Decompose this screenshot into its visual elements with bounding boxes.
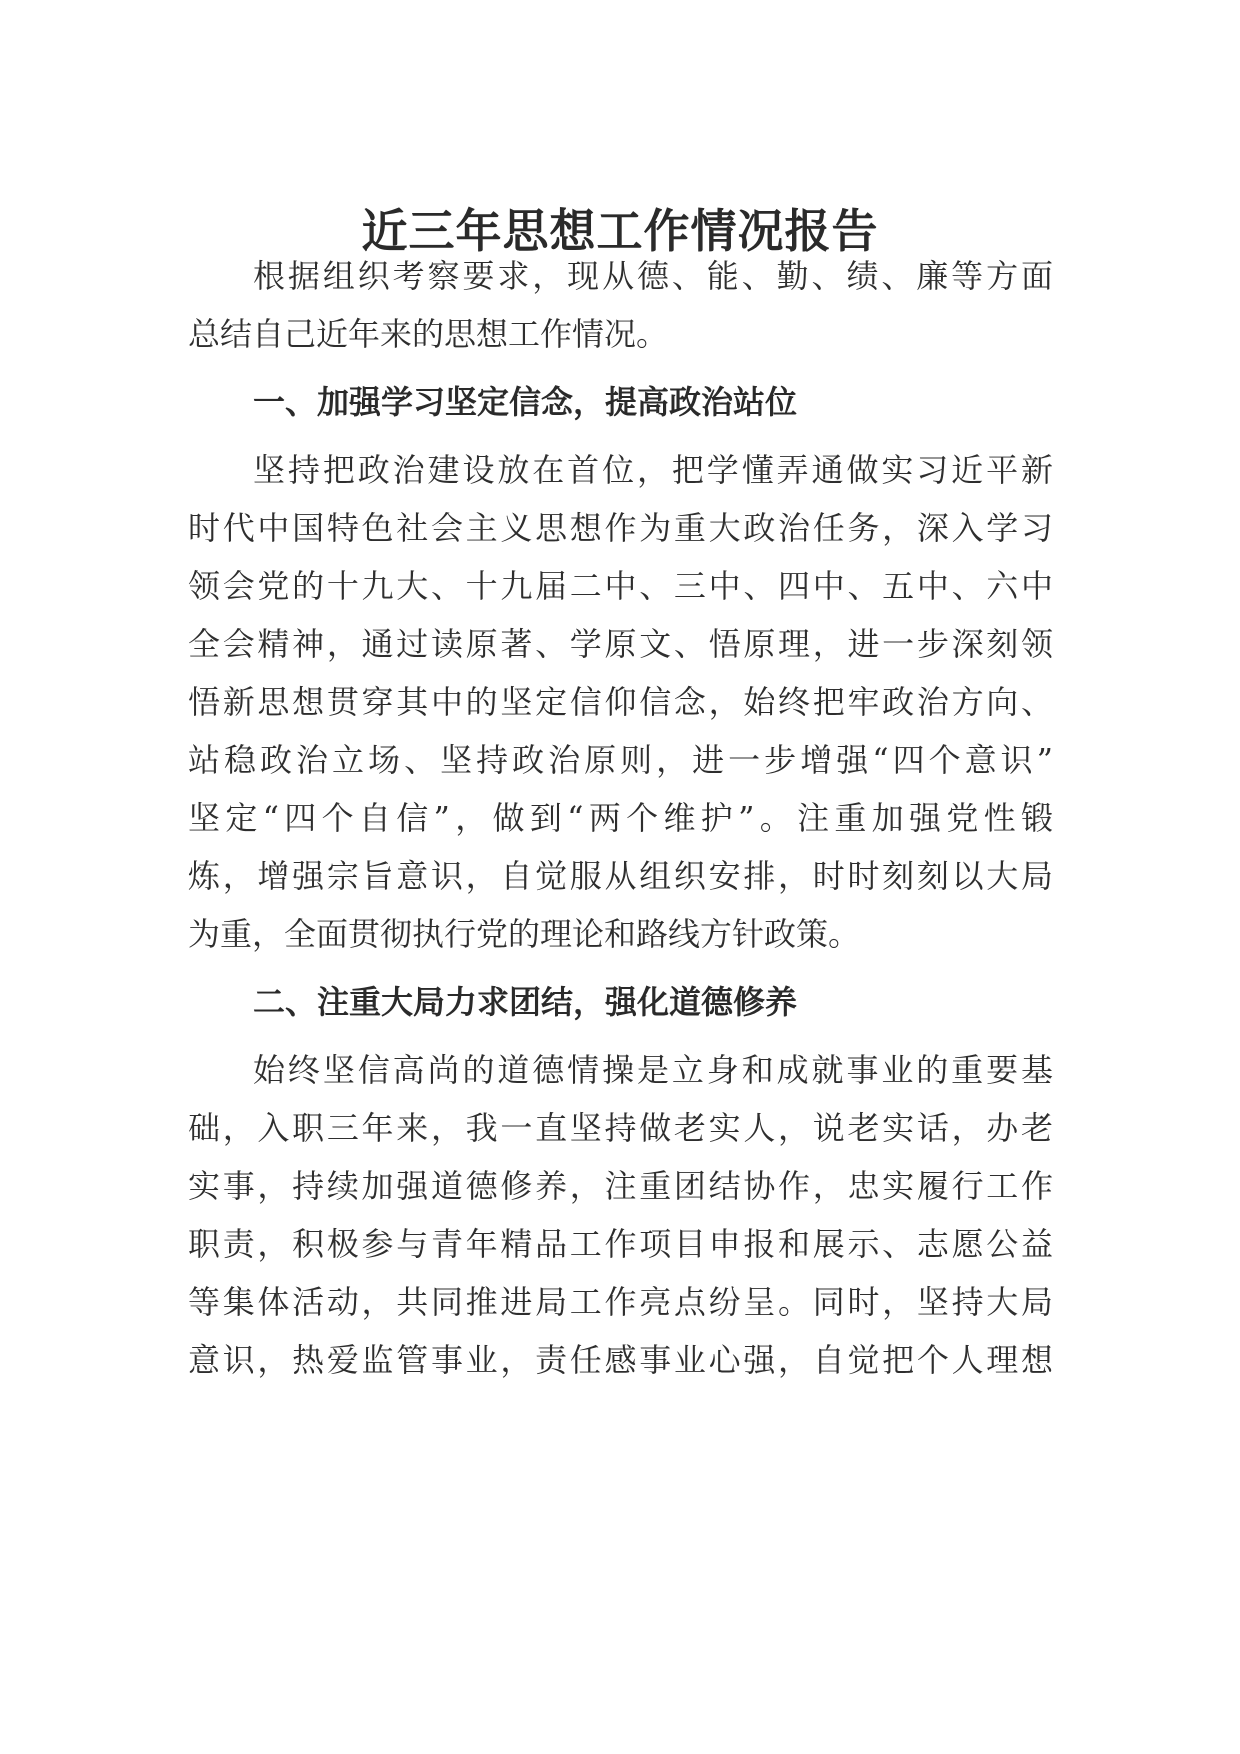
section-1-heading: 一、加强学习坚定信念，提高政治站位 <box>253 383 798 421</box>
section-1-line-8: 炼，增强宗旨意识，自觉服从组织安排，时时刻刻以大局 <box>188 857 1053 895</box>
section-1-line-9: 为重，全面贯彻执行党的理论和路线方针政策。 <box>188 915 861 953</box>
intro-line-1: 根据组织考察要求，现从德、能、勤、绩、廉等方面 <box>253 257 1053 295</box>
section-1-line-2: 时代中国特色社会主义思想作为重大政治任务，深入学习 <box>188 509 1053 547</box>
section-1-line-3: 领会党的十九大、十九届二中、三中、四中、五中、六中 <box>188 567 1053 605</box>
section-2-line-2: 础，入职三年来，我一直坚持做老实人，说老实话，办老 <box>188 1109 1053 1147</box>
section-1-line-7: 坚定“四个自信”，做到“两个维护”。注重加强党性锻 <box>188 799 1053 837</box>
section-2-line-4: 职责，积极参与青年精品工作项目申报和展示、志愿公益 <box>188 1225 1053 1263</box>
section-1-line-5: 悟新思想贯穿其中的坚定信仰信念，始终把牢政治方向、 <box>188 683 1053 721</box>
section-1-line-6: 站稳政治立场、坚持政治原则，进一步增强“四个意识” <box>188 741 1053 779</box>
section-2-line-3: 实事，持续加强道德修养，注重团结协作，忠实履行工作 <box>188 1167 1053 1205</box>
section-2-line-5: 等集体活动，共同推进局工作亮点纷呈。同时，坚持大局 <box>188 1283 1053 1321</box>
section-2-line-6: 意识，热爱监管事业，责任感事业心强，自觉把个人理想 <box>188 1341 1053 1379</box>
document-title: 近三年思想工作情况报告 <box>361 204 879 258</box>
section-1-line-1: 坚持把政治建设放在首位，把学懂弄通做实习近平新 <box>253 451 1053 489</box>
section-2-line-1: 始终坚信高尚的道德情操是立身和成就事业的重要基 <box>253 1051 1053 1089</box>
intro-line-2: 总结自己近年来的思想工作情况。 <box>188 315 669 353</box>
section-1-line-4: 全会精神，通过读原著、学原文、悟原理，进一步深刻领 <box>188 625 1053 663</box>
section-2-heading: 二、注重大局力求团结，强化道德修养 <box>253 983 798 1021</box>
